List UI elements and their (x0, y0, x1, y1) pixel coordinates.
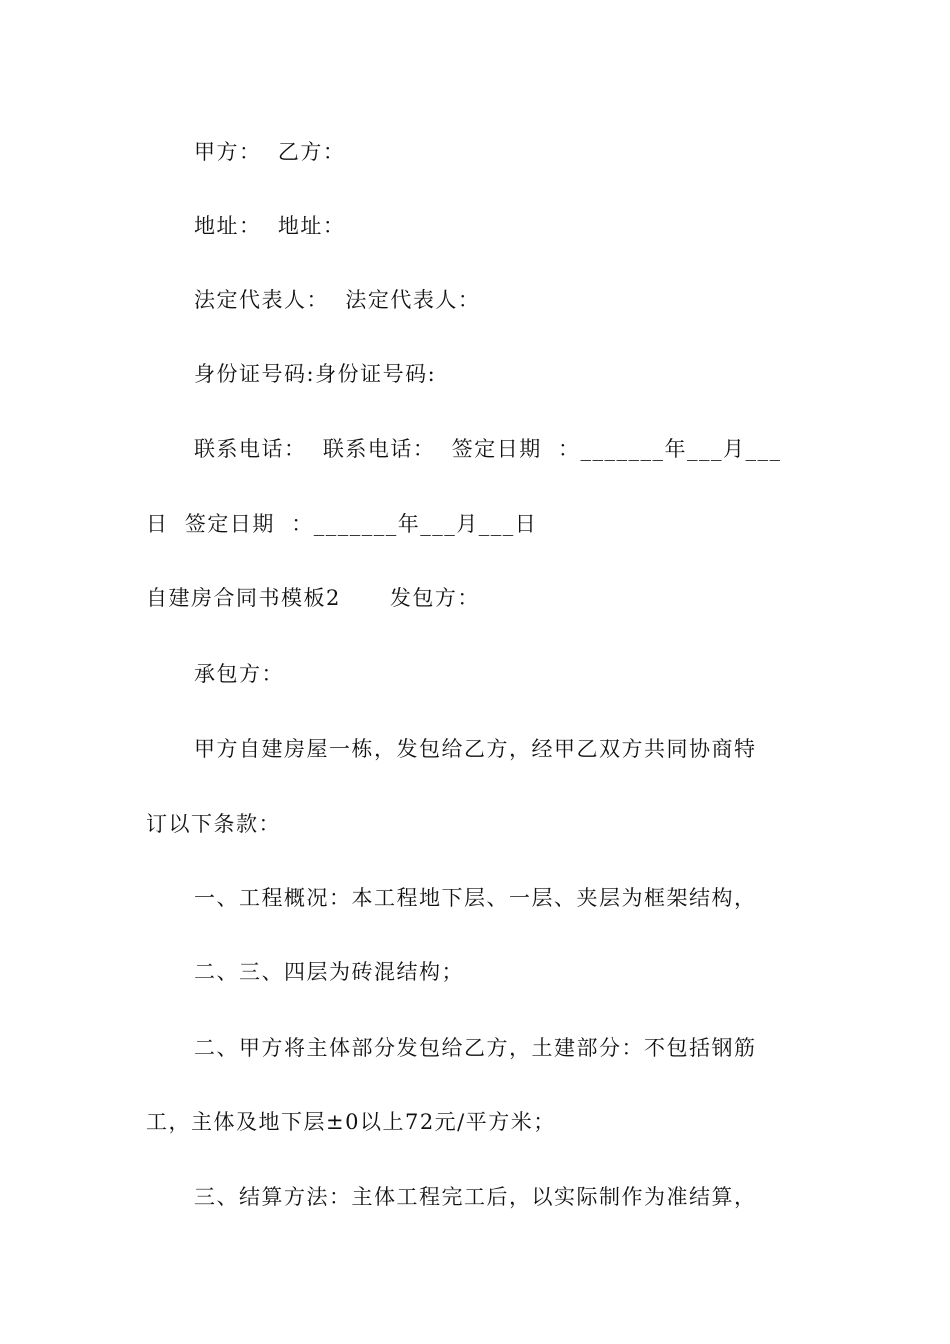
address-line: 地址： 地址： (194, 214, 346, 238)
template-title-line: 自建房合同书模板2 发包方： (146, 586, 480, 610)
contact-phone-line: 联系电话： 联系电话： 签定日期 ：_______年___月___ (194, 437, 782, 461)
id-number-line: 身份证号码:身份证号码: (194, 362, 437, 386)
clause-line: 工，主体及地下层±0以上72元/平方米； (146, 1110, 556, 1134)
party-names-line: 甲方： 乙方： (194, 140, 346, 164)
body-paragraph-line: 甲方自建房屋一栋，发包给乙方，经甲乙双方共同协商特 (194, 737, 757, 761)
legal-representative-line: 法定代表人： 法定代表人： (194, 288, 481, 312)
clause-line: 二、三、四层为砖混结构； (194, 960, 464, 984)
clause-line: 三、结算方法：主体工程完工后，以实际制作为准结算， (194, 1185, 757, 1209)
clause-line: 二、甲方将主体部分发包给乙方，土建部分：不包括钢筋 (194, 1036, 757, 1060)
clause-line: 一、工程概况：本工程地下层、一层、夹层为框架结构， (194, 886, 757, 910)
signing-date-line: 日 签定日期 ：_______年___月___日 (146, 512, 538, 536)
body-paragraph-line: 订以下条款： (146, 812, 281, 836)
contractor-line: 承包方： (194, 662, 284, 686)
